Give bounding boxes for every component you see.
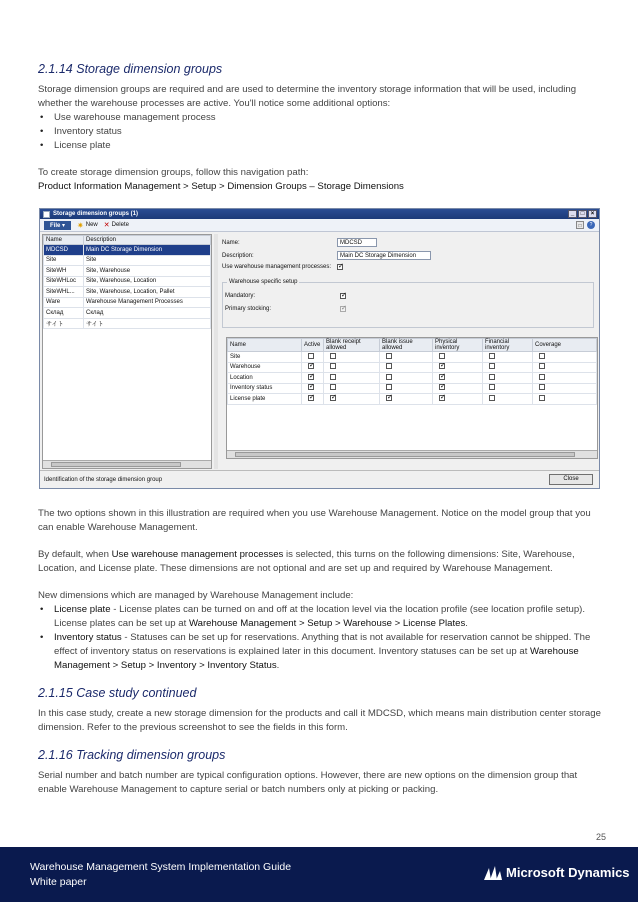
table-row[interactable]	[228, 362, 597, 373]
cell-name: SiteWHLoc	[44, 276, 84, 287]
use-wmp-label: Use warehouse management processes:	[222, 264, 332, 270]
cell-description: Main DC Storage Dimension	[84, 245, 211, 256]
grid-checkbox[interactable]	[308, 363, 314, 369]
list-item: • Use warehouse management process	[38, 111, 604, 125]
cell-flag	[533, 383, 597, 394]
cell-description: Site, Warehouse, Location, Pallet	[84, 287, 211, 298]
primary-stocking-checkbox[interactable]	[340, 306, 346, 312]
grid-checkbox[interactable]	[330, 395, 336, 401]
text-run: - Statuses can be set up for reservations. Anything that is not available for reservation cannot be shipped. The effect of inventory status on reservations is explained later in this document. Inventory statuses can be set up at	[54, 632, 591, 657]
warehouse-specific-setup-group	[222, 279, 594, 328]
grid-checkbox[interactable]	[539, 363, 545, 369]
grid-checkbox[interactable]	[330, 384, 336, 390]
name-field-row	[222, 238, 377, 247]
help-icon[interactable]: ?	[587, 221, 595, 229]
grid-checkbox[interactable]	[386, 363, 392, 369]
footer-title: Warehouse Management System Implementation Guide	[30, 861, 292, 873]
cell-flag	[433, 362, 483, 373]
cell-dimension-name: Location	[228, 373, 302, 384]
text-run: .	[276, 660, 280, 671]
setting-name: Use warehouse management processes	[111, 549, 284, 560]
cell-flag	[483, 373, 533, 384]
grid-checkbox[interactable]	[539, 384, 545, 390]
grid-checkbox[interactable]	[386, 374, 392, 380]
column-header-blank-receipt[interactable]: Blank receipt allowed	[324, 339, 380, 352]
app-icon	[43, 211, 50, 218]
grid-checkbox[interactable]	[439, 353, 445, 359]
grid-checkbox[interactable]	[539, 374, 545, 380]
storage-dimension-groups-window	[39, 208, 600, 489]
grid-checkbox[interactable]	[386, 395, 392, 401]
term: Inventory status	[54, 632, 122, 643]
table-row[interactable]	[44, 308, 211, 319]
new-dimensions-list	[38, 603, 604, 673]
cell-flag	[302, 352, 324, 363]
cell-name: MDCSD	[44, 245, 84, 256]
column-header-active[interactable]: Active	[302, 339, 324, 352]
help-icons	[576, 221, 595, 229]
description-field-row	[222, 251, 431, 260]
cell-flag	[533, 394, 597, 405]
table-row[interactable]	[44, 255, 211, 266]
cell-flag	[433, 373, 483, 384]
tracking-paragraph: Serial number and batch number are typical configuration options. However, there are new options on the dimension group that enable Warehouse Management to capture serial or batch numbers only at picking or packing.	[38, 770, 578, 795]
cell-name: Ware	[44, 297, 84, 308]
grid-checkbox[interactable]	[439, 384, 445, 390]
column-header-name[interactable]: Name	[228, 339, 302, 352]
cell-name: SiteWH	[44, 266, 84, 277]
text-run: .	[465, 618, 468, 629]
file-menu-button[interactable]: File ▾	[44, 221, 71, 230]
grid-checkbox[interactable]	[489, 384, 495, 390]
intro-paragraph: Storage dimension groups are required and are used to determine the inventory storage information that will be used, including whether the warehouse processes are active. You'll notice some additional options:	[38, 84, 577, 109]
grid-checkbox[interactable]	[330, 374, 336, 380]
cell-flag	[324, 362, 380, 373]
window-titlebar	[40, 209, 599, 219]
column-header-blank-issue[interactable]: Blank issue allowed	[380, 339, 433, 352]
table-row[interactable]	[44, 245, 211, 256]
dimension-grid-body	[228, 352, 597, 405]
table-row[interactable]	[44, 276, 211, 287]
delete-button[interactable]	[104, 221, 129, 229]
nav-path: Warehouse Management > Setup > Inventory > Inventory Status	[54, 646, 579, 671]
cell-flag	[380, 352, 433, 363]
new-button[interactable]	[77, 221, 98, 230]
table-row[interactable]	[228, 352, 597, 363]
cell-name: サイト	[44, 318, 84, 329]
cell-flag	[533, 352, 597, 363]
grid-checkbox[interactable]	[489, 353, 495, 359]
cell-flag	[324, 373, 380, 384]
grid-checkbox[interactable]	[308, 353, 314, 359]
table-row[interactable]	[228, 383, 597, 394]
use-wmp-row	[222, 264, 343, 270]
grid-checkbox[interactable]	[439, 363, 445, 369]
table-row[interactable]	[44, 297, 211, 308]
list-item: • License plate	[38, 139, 604, 153]
primary-stocking-label: Primary stocking:	[225, 306, 272, 312]
cell-description: Site, Warehouse	[84, 266, 211, 277]
brand-logo	[484, 865, 630, 880]
left-horizontal-scrollbar[interactable]	[43, 460, 211, 468]
term: License plate	[54, 604, 111, 615]
section-heading-tracking-dimension-groups: 2.1.16 Tracking dimension groups	[38, 748, 226, 762]
text-run: is selected, this turns on the following dimensions: Site, Warehouse, Location, and License plate. These dimensions are not optional and are set up and required by Warehouse Management.	[38, 549, 575, 574]
grid-checkbox[interactable]	[489, 363, 495, 369]
table-row[interactable]	[228, 373, 597, 384]
cell-description: Site	[84, 255, 211, 266]
paragraph-new-dimensions: New dimensions which are managed by Warehouse Management include:	[38, 590, 354, 601]
table-row[interactable]	[228, 394, 597, 405]
window-toolbar	[40, 219, 599, 232]
window-title: Storage dimension groups (1)	[53, 211, 139, 217]
name-label: Name:	[222, 239, 240, 246]
grid-checkbox[interactable]	[308, 395, 314, 401]
cell-flag	[533, 373, 597, 384]
grid-checkbox[interactable]	[489, 395, 495, 401]
case-study-paragraph: In this case study, create a new storage dimension for the products and call it MDCSD, which means main distribution center storage dimension. Refer to the previous screenshot to see the fields in this form.	[38, 708, 601, 733]
options-list	[38, 111, 604, 153]
text-run: - License plates can be turned on and off at the location level via the location profile (see location profile setup). License plates can be set up at	[54, 604, 586, 629]
cell-flag	[433, 394, 483, 405]
column-header-financial-inventory[interactable]: Financial inventory	[483, 339, 533, 352]
cell-flag	[483, 362, 533, 373]
column-header-physical-inventory[interactable]: Physical inventory	[433, 339, 483, 352]
grid-checkbox[interactable]	[489, 374, 495, 380]
table-row[interactable]	[44, 266, 211, 277]
grid-checkbox[interactable]	[539, 353, 545, 359]
cell-flag	[380, 394, 433, 405]
page-footer	[0, 847, 638, 902]
cell-flag	[380, 362, 433, 373]
name-input[interactable]: MDCSD	[337, 238, 377, 247]
description-label: Description:	[222, 252, 254, 259]
list-item	[38, 631, 604, 673]
cell-description: Склад	[84, 308, 211, 319]
right-horizontal-scrollbar[interactable]	[227, 450, 597, 458]
grid-checkbox[interactable]	[308, 374, 314, 380]
table-row[interactable]	[44, 287, 211, 298]
cell-flag	[433, 383, 483, 394]
page-content	[38, 62, 604, 797]
section-heading-case-study: 2.1.15 Case study continued	[38, 686, 197, 700]
new-label: New	[85, 222, 98, 228]
cell-flag	[302, 362, 324, 373]
cell-flag	[302, 394, 324, 405]
grid-checkbox[interactable]	[386, 384, 392, 390]
nav-path: Warehouse Management > Setup > Warehouse > License Plates	[188, 618, 466, 629]
cell-flag	[380, 383, 433, 394]
text-run: By default, when	[38, 549, 112, 560]
cell-dimension-name: Site	[228, 352, 302, 363]
cell-flag	[483, 383, 533, 394]
cell-flag	[380, 373, 433, 384]
table-row[interactable]	[44, 318, 211, 329]
cell-description: Site, Warehouse, Location	[84, 276, 211, 287]
pane-splitter[interactable]	[214, 234, 218, 469]
cell-name: Site	[44, 255, 84, 266]
window-statusbar	[40, 470, 599, 488]
group-title: Warehouse specific setup	[229, 279, 298, 285]
minimize-icon[interactable]: _	[568, 210, 577, 218]
column-header-coverage[interactable]: Coverage	[533, 339, 597, 352]
close-icon[interactable]: ×	[588, 210, 597, 218]
column-header-name[interactable]: Name	[44, 236, 84, 245]
primary-stocking-row	[225, 306, 346, 312]
list-item: • Inventory status	[38, 125, 604, 139]
grid-checkbox[interactable]	[439, 395, 445, 401]
details-pane	[220, 234, 598, 469]
nav-intro: To create storage dimension groups, follow this navigation path:	[38, 167, 309, 178]
footer-subtitle: White paper	[30, 876, 87, 888]
brand-name: Microsoft Dynamics	[506, 865, 630, 880]
mandatory-label: Mandatory:	[225, 293, 256, 299]
nav-path: Product Information Management > Setup > Dimension Groups – Storage Dimensions	[38, 181, 404, 192]
grid-checkbox[interactable]	[539, 395, 545, 401]
status-text: Identification of the storage dimension group	[44, 476, 163, 483]
grid-checkbox[interactable]	[439, 374, 445, 380]
cell-name: SiteWHL...	[44, 287, 84, 298]
section-heading-storage-dimension-groups: 2.1.14 Storage dimension groups	[38, 62, 223, 76]
page-number: 25	[595, 832, 606, 842]
cell-flag	[483, 394, 533, 405]
cell-flag	[533, 362, 597, 373]
cell-description: Warehouse Management Processes	[84, 297, 211, 308]
maximize-icon[interactable]: □	[578, 210, 587, 218]
grid-checkbox[interactable]	[330, 353, 336, 359]
new-star-icon: ✷	[77, 220, 84, 230]
paragraph-default	[38, 548, 604, 576]
paragraph-two-options: The two options shown in this illustration are required when you use Warehouse Management. Notice on the model group that you can enable Warehouse Management.	[38, 508, 591, 533]
description-input[interactable]: Main DC Storage Dimension	[337, 251, 431, 260]
close-button[interactable]: Close	[549, 474, 593, 485]
cell-dimension-name: License plate	[228, 394, 302, 405]
window-controls	[568, 210, 597, 218]
delete-label: Delete	[111, 222, 129, 228]
restore-pane-icon[interactable]: □	[576, 221, 584, 229]
cell-flag	[302, 373, 324, 384]
mandatory-checkbox[interactable]	[340, 293, 346, 299]
use-wmp-checkbox[interactable]	[337, 264, 343, 270]
grid-checkbox[interactable]	[308, 384, 314, 390]
group-list-grid	[42, 234, 212, 469]
microsoft-dynamics-logo-icon	[484, 866, 502, 880]
cell-flag	[483, 352, 533, 363]
scrollbar-thumb[interactable]	[235, 452, 575, 457]
cell-flag	[324, 352, 380, 363]
grid-checkbox[interactable]	[330, 363, 336, 369]
cell-flag	[324, 383, 380, 394]
cell-dimension-name: Warehouse	[228, 362, 302, 373]
column-header-description[interactable]: Description	[84, 236, 211, 245]
grid-checkbox[interactable]	[386, 353, 392, 359]
cell-flag	[302, 383, 324, 394]
list-item	[38, 603, 604, 631]
delete-x-icon: ✕	[103, 222, 110, 229]
file-label: File	[50, 222, 61, 229]
dimension-grid	[226, 337, 598, 459]
cell-description: サイト	[84, 318, 211, 329]
scrollbar-thumb[interactable]	[51, 462, 181, 467]
cell-flag	[433, 352, 483, 363]
mandatory-row	[225, 293, 346, 299]
cell-flag	[324, 394, 380, 405]
cell-name: Склад	[44, 308, 84, 319]
cell-dimension-name: Inventory status	[228, 383, 302, 394]
